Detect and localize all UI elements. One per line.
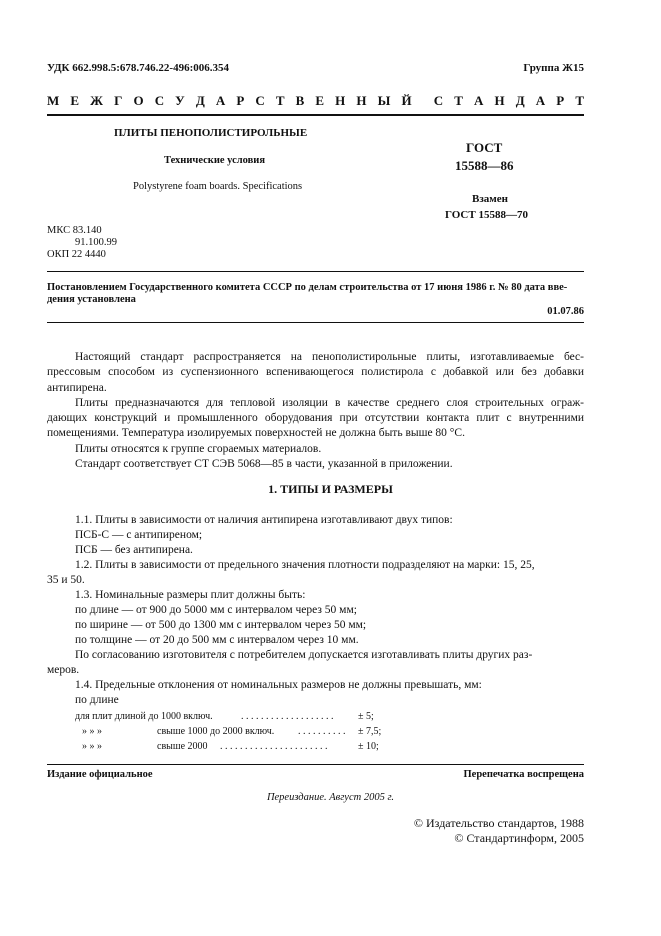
banner-letter: Р [556, 93, 565, 108]
intro-paragraph: Настоящий стандарт распространяется на пенополистирольные плиты, изготавливаемые бес- прессовым способом из суспензионного вспенивающегося полистирола с добавкой или без добавки антипирена. [47, 351, 584, 394]
intro-paragraph: Стандарт соответствует СТ СЭВ 5068—85 в части, указанной в приложении. [75, 458, 453, 471]
size-length: по длине — от 900 до 5000 мм с интервалом через 50 мм; [75, 604, 357, 616]
clause-1-4: 1.4. Предельные отклонения от номинальных размеров не должны превышать, мм: [75, 679, 482, 691]
banner-letter: Т [575, 93, 584, 108]
intro-text [47, 350, 584, 472]
banner-letter: Ы [377, 93, 391, 108]
tolerance-row-3-label: свыше 2000 [157, 741, 208, 752]
banner-rule [47, 114, 584, 116]
intro-paragraph: Плиты относятся к группе сгораемых материалов. [75, 442, 322, 455]
tolerance-row-3-value: ± 10; [358, 741, 379, 752]
gost-number: 15588—86 [455, 158, 514, 173]
clause-1-3: 1.3. Номинальные размеры плит должны быть: [75, 589, 306, 601]
gost-label: ГОСТ [466, 140, 503, 155]
clause-1-2-cont: 35 и 50. [47, 574, 85, 586]
banner-letter: М [47, 93, 60, 108]
banner-letter: А [474, 93, 484, 108]
okp-code: ОКП 22 4440 [47, 249, 106, 260]
tolerance-row-1-label: для плит длиной до 1000 включ. [75, 711, 213, 722]
decree-date: 01.07.86 [547, 306, 584, 317]
banner-letter: Е [70, 93, 80, 108]
tolerance-row-2-label: свыше 1000 до 2000 включ. [157, 726, 275, 737]
footer-rule [47, 764, 584, 765]
reprint-notice: Перепечатка воспрещена [463, 769, 584, 780]
banner-letter: Е [315, 93, 325, 108]
tolerance-row-3-dots: . . . . . . . . . . . . . . . . . . . . . . [220, 741, 328, 752]
tolerance-row-2-ditto: » » » [82, 726, 102, 737]
intro-paragraph: Плиты предназначаются для тепловой изоляции в качестве среднего слоя строительных ограж- дающих конструкций и промышленного оборудования при отсутствии контакта плит с внутренними помещениями. Температура изолируемых поверхностей не должна быть выше 80 °С. [47, 396, 584, 440]
mks-code: МКС 83.140 [47, 225, 102, 236]
title-block-rule [47, 271, 584, 272]
decree-line-2: дения установлена [47, 294, 136, 305]
banner-letter: Н [356, 93, 367, 108]
tolerance-row-1-dots: . . . . . . . . . . . . . . . . . . . [241, 711, 334, 722]
replaces-number: ГОСТ 15588—70 [445, 209, 528, 221]
size-width: по ширине — от 500 до 1300 мм с интервалом через 50 мм; [75, 619, 367, 631]
english-title: Polystyrene foam boards. Specifications [133, 181, 303, 192]
banner-letter: Д [515, 93, 525, 108]
banner-letter: У [175, 93, 185, 108]
banner-letter: С [154, 93, 165, 108]
banner-letter: А [535, 93, 546, 108]
banner-letter: Ж [90, 93, 103, 108]
decree-line-1: Постановлением Государственного комитета СССР по делам строительства от 17 июня 1986 г. № 80 дата вве- [47, 282, 568, 293]
banner-letter: С [255, 93, 265, 108]
banner-letter: Й [401, 93, 412, 108]
section-heading: 1. ТИПЫ И РАЗМЕРЫ [268, 482, 393, 496]
banner-letter: Д [195, 93, 205, 108]
tolerance-row-3-ditto: » » » [82, 741, 102, 752]
decree-rule [47, 322, 584, 323]
tolerance-row-2-dots: . . . . . . . . . . [298, 726, 346, 737]
banner-letter: Р [236, 93, 245, 108]
banner-letter: Н [335, 93, 346, 108]
tolerance-row-2-value: ± 7,5; [358, 726, 382, 737]
clause-1-2: 1.2. Плиты в зависимости от предельного значения плотности подразделяют на марки: 15, 25, [75, 559, 535, 571]
clause-1-1: 1.1. Плиты в зависимости от наличия антипирена изготавливают двух типов: [75, 514, 453, 526]
banner-letter: Т [275, 93, 285, 108]
type-psb-s: ПСБ-С — с антипиреном; [75, 529, 203, 541]
type-psb: ПСБ — без антипирена. [75, 544, 193, 556]
reissue-note: Переиздание. Август 2005 г. [266, 792, 395, 803]
official-edition: Издание официальное [47, 769, 153, 780]
size-thickness: по толщине — от 20 до 500 мм с интервалом через 10 мм. [75, 634, 359, 646]
standard-subtitle: Технические условия [164, 155, 266, 166]
tolerance-length-label: по длине [75, 694, 119, 706]
banner-letter: Н [494, 93, 505, 108]
banner-letter: Т [454, 93, 463, 108]
banner-letter: В [295, 93, 305, 108]
standard-title: ПЛИТЫ ПЕНОПОЛИСТИРОЛЬНЫЕ [114, 127, 308, 139]
agreement-note-cont: меров. [47, 664, 80, 676]
mks-code-2: 91.100.99 [75, 237, 117, 248]
tolerance-row-1-value: ± 5; [358, 711, 374, 722]
group-code: Группа Ж15 [523, 62, 584, 74]
agreement-note: По согласованию изготовителя с потребителем допускается изготавливать плиты других раз- [75, 649, 533, 661]
standard-banner [47, 93, 584, 109]
udk-code: УДК 662.998.5:678.746.22-496:006.354 [47, 62, 229, 74]
banner-letter: Г [114, 93, 123, 108]
copyright-standartinform: © Стандартинформ, 2005 [454, 831, 584, 845]
copyright-publisher: © Издательство стандартов, 1988 [413, 816, 584, 830]
banner-letter: С [433, 93, 444, 108]
banner-letter: О [133, 93, 144, 108]
replaces-label: Взамен [472, 193, 508, 205]
banner-letter: А [215, 93, 226, 108]
